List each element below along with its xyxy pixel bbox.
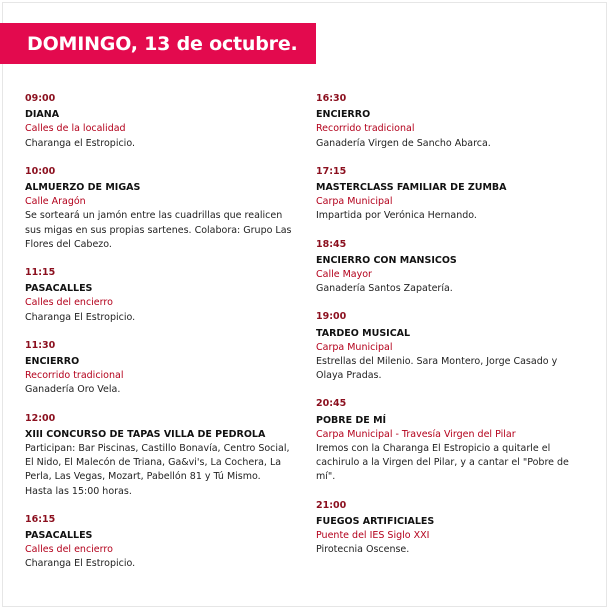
event-time: 17:15 bbox=[316, 165, 347, 177]
event-description bbox=[316, 442, 592, 485]
event-location: Recorrido tradicional bbox=[316, 123, 415, 135]
event-description-line: Participan: Bar Piscinas, Castillo Bonavía, Centro Social, bbox=[25, 443, 290, 455]
event-title: ENCIERRO CON MANSICOS bbox=[316, 254, 457, 266]
schedule-event bbox=[316, 397, 592, 484]
schedule-event bbox=[25, 339, 295, 398]
event-description bbox=[25, 383, 295, 397]
event-description-line: Ganadería Oro Vela. bbox=[25, 384, 121, 396]
event-title: XIII CONCURSO DE TAPAS VILLA DE PEDROLA bbox=[25, 428, 266, 440]
event-time: 18:45 bbox=[316, 238, 347, 250]
event-description bbox=[316, 137, 592, 151]
event-description-line: Iremos con la Charanga El Estropicio a quitarle el bbox=[316, 443, 551, 455]
event-description-line: Pirotecnia Oscense. bbox=[316, 544, 410, 556]
event-description-line: Charanga El Estropicio. bbox=[25, 558, 136, 570]
schedule-event bbox=[25, 266, 295, 325]
schedule-event bbox=[316, 92, 592, 151]
event-time: 09:00 bbox=[25, 93, 56, 104]
event-description-line: Impartida por Verónica Hernando. bbox=[316, 210, 477, 222]
event-time: 11:30 bbox=[25, 339, 56, 351]
event-description-line: Ganadería Santos Zapatería. bbox=[316, 283, 453, 295]
event-time: 11:15 bbox=[25, 267, 56, 279]
event-time: 19:00 bbox=[316, 311, 347, 323]
event-description bbox=[316, 543, 592, 557]
event-time: 12:00 bbox=[25, 412, 56, 424]
schedule-column-left bbox=[25, 90, 295, 586]
event-description-line: Estrellas del Milenio. Sara Montero, Jorge Casado y bbox=[316, 356, 558, 368]
event-time: 21:00 bbox=[316, 499, 347, 511]
event-location: Calles del encierro bbox=[25, 544, 113, 556]
event-title: FUEGOS ARTIFICIALES bbox=[316, 515, 435, 527]
event-description-line: Hasta las 15:00 horas. bbox=[25, 485, 132, 497]
event-title: ALMUERZO DE MIGAS bbox=[25, 182, 141, 194]
event-description-line: Ganadería Virgen de Sancho Abarca. bbox=[316, 137, 491, 149]
event-description-line: cachirulo a la Virgen del Pilar, y a cantar el "Pobre de bbox=[316, 457, 569, 469]
schedule-column-right bbox=[316, 90, 592, 571]
event-description bbox=[25, 557, 295, 571]
event-time: 10:00 bbox=[25, 165, 56, 177]
event-description-line: Flores del Cabezo. bbox=[25, 238, 112, 250]
event-description-line: Charanga el Estropicio. bbox=[25, 137, 135, 149]
event-title: TARDEO MUSICAL bbox=[316, 327, 411, 339]
schedule-event bbox=[25, 165, 295, 252]
event-description-line: mí". bbox=[316, 471, 336, 483]
event-location: Puente del IES Siglo XXI bbox=[316, 530, 430, 542]
event-title: ENCIERRO bbox=[25, 356, 80, 368]
event-description-line: Olaya Pradas. bbox=[316, 370, 382, 382]
schedule-event bbox=[316, 165, 592, 224]
page-title: DOMINGO, 13 de octubre. bbox=[27, 33, 298, 55]
event-location: Recorrido tradicional bbox=[25, 370, 124, 382]
event-location: Carpa Municipal - Travesía Virgen del Pilar bbox=[316, 428, 516, 440]
event-description bbox=[25, 137, 295, 151]
event-location: Calles del encierro bbox=[25, 297, 113, 309]
event-description bbox=[25, 311, 295, 325]
header-banner bbox=[0, 23, 316, 64]
event-location: Carpa Municipal bbox=[316, 196, 393, 208]
event-time: 16:30 bbox=[316, 93, 347, 104]
event-description-line: Charanga El Estropicio. bbox=[25, 311, 136, 323]
event-title: MASTERCLASS FAMILIAR DE ZUMBA bbox=[316, 182, 507, 194]
event-time: 16:15 bbox=[25, 513, 56, 525]
event-title: ENCIERRO bbox=[316, 109, 371, 121]
schedule-event bbox=[316, 499, 592, 558]
event-description-line: El Nido, El Malecón de Triana, Ga&vi's, La Cochera, La bbox=[25, 457, 282, 469]
schedule-event bbox=[316, 238, 592, 297]
schedule-event bbox=[25, 92, 295, 151]
event-description bbox=[316, 355, 592, 383]
event-location: Calles de la localidad bbox=[25, 123, 126, 135]
event-description bbox=[25, 442, 295, 499]
schedule-event bbox=[25, 412, 295, 499]
event-location: Carpa Municipal bbox=[316, 341, 393, 353]
event-description bbox=[25, 209, 295, 252]
event-description bbox=[316, 209, 592, 223]
event-description-line: sus migas en sus propias sartenes. Colabora: Grupo Las bbox=[25, 224, 292, 236]
event-title: PASACALLES bbox=[25, 283, 93, 295]
schedule-event bbox=[25, 513, 295, 572]
event-description bbox=[316, 282, 592, 296]
event-title: POBRE DE MÍ bbox=[316, 414, 387, 426]
event-location: Calle Mayor bbox=[316, 269, 372, 281]
event-time: 20:45 bbox=[316, 398, 347, 410]
event-location: Calle Aragón bbox=[25, 196, 86, 208]
schedule-event bbox=[316, 310, 592, 383]
event-description-line: Perla, Las Vegas, Mozart, Pabellón 81 y Tú Mismo. bbox=[25, 471, 261, 483]
event-description-line: Se sorteará un jamón entre las cuadrillas que realicen bbox=[25, 210, 283, 222]
event-title: PASACALLES bbox=[25, 530, 93, 542]
event-title: DIANA bbox=[25, 109, 60, 121]
